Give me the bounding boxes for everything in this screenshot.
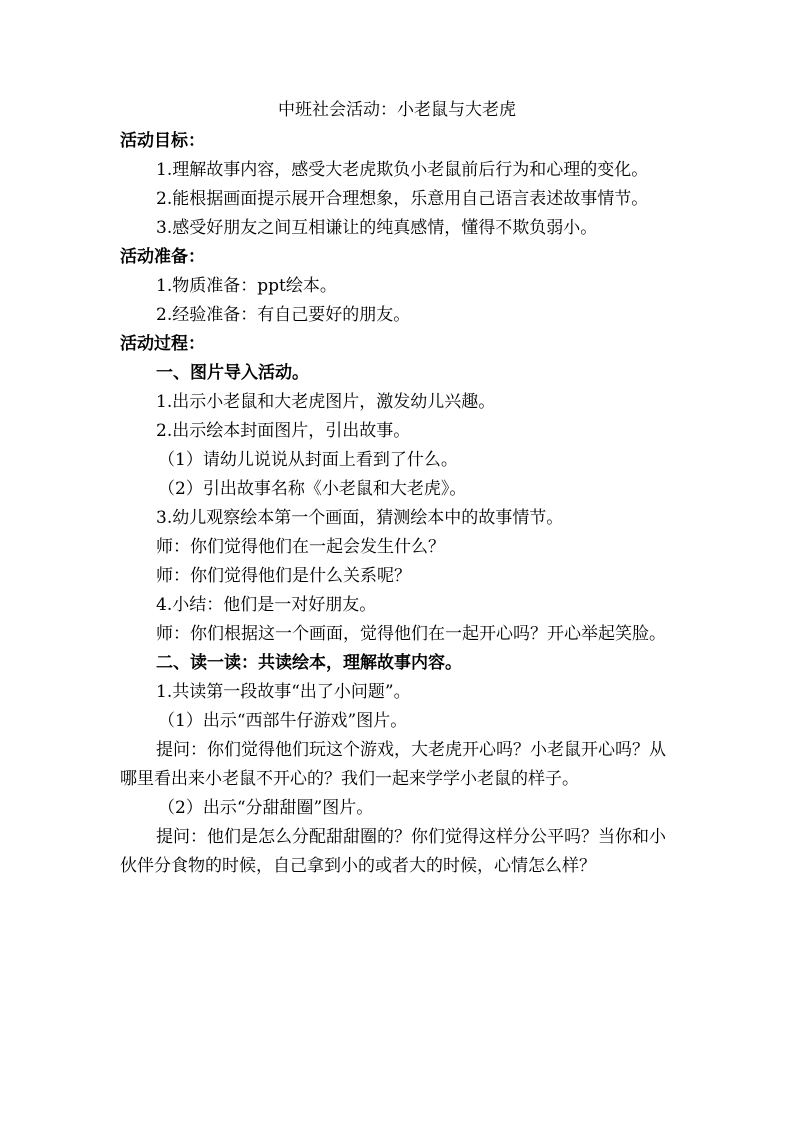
process-step: 1.共读第一段故事“出了小问题”。: [156, 682, 411, 702]
part2-heading: 二、读一读：共读绘本，理解故事内容。: [156, 653, 462, 673]
document-body: [120, 127, 676, 881]
question-prompt: 提问：他们是怎么分配甜甜圈的？你们觉得这样分公平吗？当你和小伙伴分食物的时候，自己拿到小的或者大的时候，心情怎么样？: [120, 827, 666, 876]
process-step: 4.小结：他们是一对好朋友。: [156, 595, 377, 615]
document-title: 中班社会活动：小老鼠与大老虎: [278, 100, 516, 120]
prep-item: 1.物质准备：ppt绘本。: [156, 276, 337, 296]
process-substep: （1）出示“西部牛仔游戏”图片。: [158, 711, 408, 731]
teacher-question: 师：你们觉得他们在一起会发生什么？: [156, 537, 445, 557]
process-substep: （2）出示“分甜甜圈”图片。: [158, 798, 374, 818]
teacher-question: 师：你们根据这一个画面，觉得他们在一起开心吗？开心举起笑脸。: [156, 624, 666, 644]
process-step: 3.幼儿观察绘本第一个画面，猜测绘本中的故事情节。: [156, 508, 564, 528]
process-substep: （1）请幼儿说说从封面上看到了什么。: [158, 450, 458, 470]
goal-item: 2.能根据画面提示展开合理想象，乐意用自己语言表述故事情节。: [156, 189, 649, 209]
process-heading: 活动过程：: [120, 334, 205, 354]
prep-item: 2.经验准备：有自己要好的朋友。: [156, 305, 411, 325]
process-substep: （2）引出故事名称《小老鼠和大老虎》。: [158, 479, 467, 499]
teacher-question: 师：你们觉得他们是什么关系呢？: [156, 566, 411, 586]
goal-item: 3.感受好朋友之间互相谦让的纯真感情，懂得不欺负弱小。: [156, 218, 598, 238]
goal-item: 1.理解故事内容，感受大老虎欺负小老鼠前后行为和心理的变化。: [156, 160, 649, 180]
part1-heading: 一、图片导入活动。: [156, 363, 309, 383]
goals-heading: 活动目标：: [120, 131, 205, 151]
process-step: 2.出示绘本封面图片，引出故事。: [156, 421, 411, 441]
question-prompt: 提问：你们觉得他们玩这个游戏，大老虎开心吗？小老鼠开心吗？从哪里看出来小老鼠不开心的？我们一起来学学小老鼠的样子。: [120, 740, 666, 789]
prep-heading: 活动准备：: [120, 247, 205, 267]
process-step: 1.出示小老鼠和大老虎图片，激发幼儿兴趣。: [156, 392, 496, 412]
